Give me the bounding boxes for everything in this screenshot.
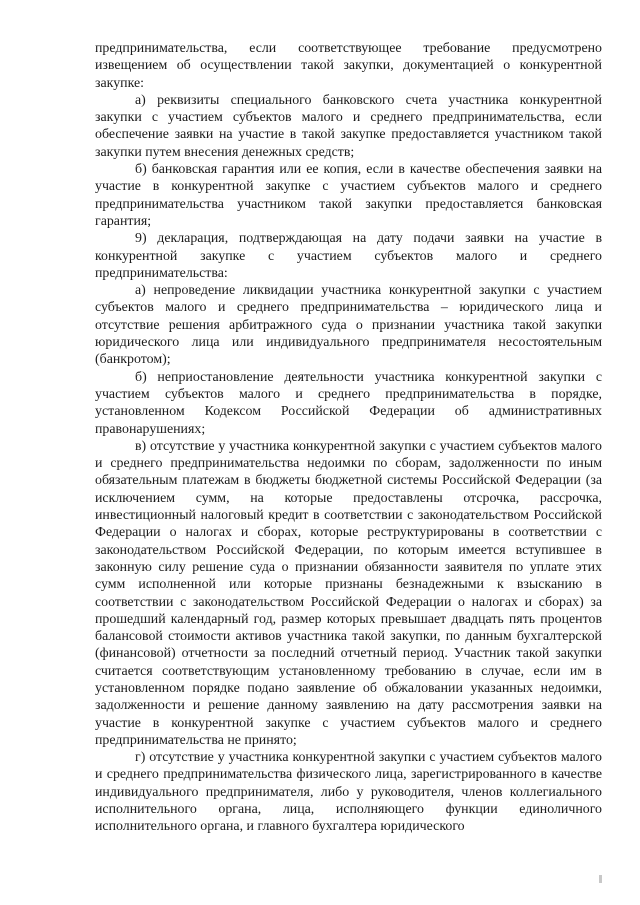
paragraph-declaration-a: а) непроведение ликвидации участника конкурентной закупки с участием субъектов малого и среднего предпринимательства – юридического лица и отсутствие решения арбитражного суда о признании участника такой закупки юридического лица или индивидуального предпринимателя несостоятельным (банкротом); [95, 283, 602, 368]
scan-mark [599, 875, 602, 883]
paragraph-item-a-bank-account: а) реквизиты специального банковского счета участника конкурентной закупки с участием субъектов малого и среднего предпринимательства, если обеспечение заявки на участие в такой закупке предоставляется участником такой закупки путем внесения денежных средств; [95, 92, 602, 160]
paragraph-declaration-g: г) отсутствие у участника конкурентной закупки с участием субъектов малого и среднего предпринимательства физического лица, зарегистрированного в качестве индивидуального предпринимателя, либо у руководителя, членов коллегиального исполнительного органа, лица, исполняющего функции единоличного исполнительного органа, и главного бухгалтера юридического [95, 750, 602, 835]
paragraph-intro-continuation: предпринимательства, если соответствующее требование предусмотрено извещением об осуществлении такой закупки, документацией о конкурентной закупке: [95, 41, 602, 91]
paragraph-declaration-b: б) неприостановление деятельности участника конкурентной закупки с участием субъектов малого и среднего предпринимательства в порядке, установленном Кодексом Российской Федерации об административных правонарушениях; [95, 369, 602, 437]
paragraph-declaration-v: в) отсутствие у участника конкурентной закупки с участием субъектов малого и среднего предпринимательства недоимки по сборам, задолженности по иным обязательным платежам в бюджеты бюджетной системы Российской Федерации (за исключением сумм, на которые предоставлены отсрочка, рассрочка, инвестиционный налоговый кредит в соответствии с законодательством Российской Федерации о налогах и сборах, которые реструктурированы в соответствии с законодательством Российской Федерации, по которым имеется вступившее в законную силу решение суда о признании обязанности заявителя по уплате этих сумм исполненной или которые признаны безнадежными к взысканию в соответствии с законодательством Российской Федерации о налогах и сборах) за прошедший календарный год, размер которых превышает двадцать пять процентов балансовой стоимости активов участника такой закупки, по данным бухгалтерской (финансовой) отчетности за последний отчетный период. Участник такой закупки считается соответствующим установленному требованию в случае, если им в установленном порядке подано заявление об обжаловании указанных недоимки, задолженности и решение данному заявлению на дату рассмотрения заявки на участие в конкурентной закупке с участием субъектов малого и среднего предпринимательства не принято; [95, 438, 602, 748]
paragraph-item-9-declaration: 9) декларация, подтверждающая на дату подачи заявки на участие в конкурентной закупке с участием субъектов малого и среднего предпринимательства: [95, 231, 602, 281]
paragraph-item-b-bank-guarantee: б) банковская гарантия или ее копия, если в качестве обеспечения заявки на участие в конкурентной закупке с участием субъектов малого и среднего предпринимательства участником такой закупки предоставляется банковская гарантия; [95, 162, 602, 229]
